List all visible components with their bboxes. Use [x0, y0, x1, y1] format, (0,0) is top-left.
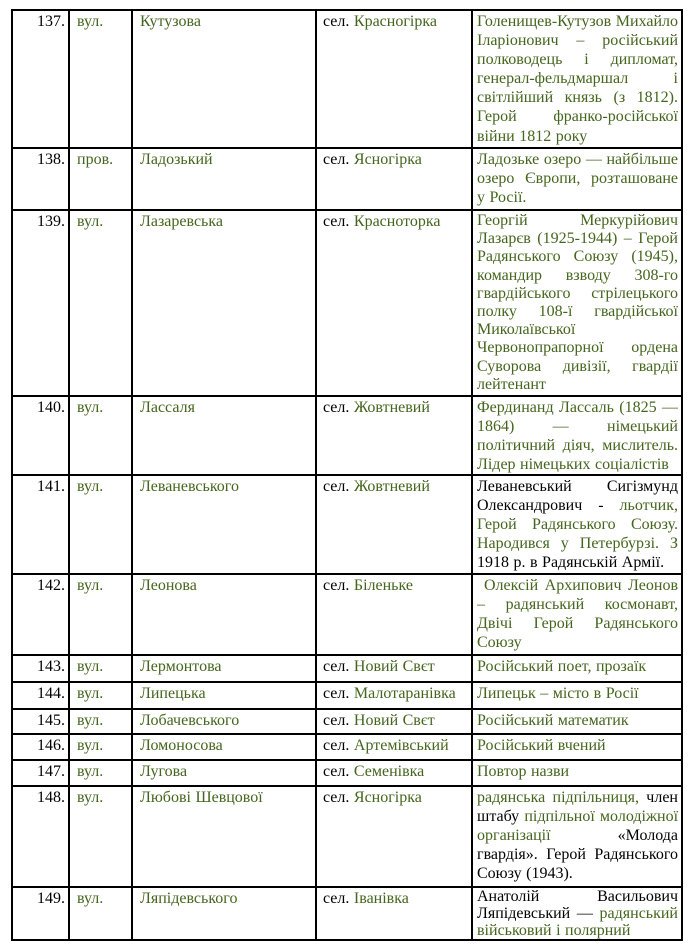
row-number: 148.: [37, 789, 65, 806]
street-type: вул.: [77, 478, 104, 495]
street-type: вул.: [77, 737, 104, 754]
table-row: [12, 734, 682, 760]
description-segment: Фердинанд Лассаль (1825 — 1864) — німецький політичний діяч, мислитель. Лідер німецьких соціалістів: [477, 399, 678, 474]
street-name-cell: [132, 682, 316, 709]
description-cell: [472, 10, 682, 148]
description-segment: радянська підпільниця,: [477, 789, 647, 806]
settlement-prefix: сел.: [323, 712, 350, 729]
street-type-cell: [69, 148, 132, 210]
settlement-name: Жовтневий: [353, 478, 430, 495]
description-cell: [472, 396, 682, 475]
settlement-cell: [316, 760, 472, 786]
description-segment: Російський поет, прозаїк: [477, 658, 647, 675]
description-segment: підпільної молодіжної організації: [477, 808, 678, 845]
table-row: [12, 709, 682, 734]
description-segment: Голенищев-Кутузов Михайло Іларіонович – російський полководець і дипломат, генерал-фельдмаршал і світлійший князь (з 1812). Герой франко-російської війни 1812 року: [477, 13, 678, 145]
settlement-name: Новий Свєт: [353, 712, 435, 729]
row-number-cell: [12, 210, 69, 396]
row-number-cell: [12, 475, 69, 574]
settlement-cell: [316, 786, 472, 887]
streets-table-body: [12, 10, 682, 940]
settlement-name: Красноторка: [353, 213, 441, 230]
description-box: [477, 889, 678, 939]
street-type: вул.: [77, 13, 104, 30]
settlement-prefix: сел.: [323, 213, 350, 230]
street-type: вул.: [77, 685, 104, 702]
settlement-prefix: сел.: [323, 151, 350, 168]
street-type-cell: [69, 786, 132, 887]
settlement-prefix: сел.: [323, 737, 350, 754]
table-row: [12, 655, 682, 682]
row-number-cell: [12, 148, 69, 210]
row-number-cell: [12, 396, 69, 475]
description-cell: [472, 734, 682, 760]
street-type-cell: [69, 655, 132, 682]
street-type-cell: [69, 760, 132, 786]
street-name: Любові Шевцової: [140, 789, 263, 806]
street-name-cell: [132, 10, 316, 148]
street-name: Лассаля: [140, 399, 195, 416]
streets-table: [11, 9, 683, 941]
description-box: [477, 12, 678, 147]
row-number: 139.: [37, 213, 65, 230]
street-type: вул.: [77, 658, 104, 675]
description-segment: Анатолій Васильович Ляпідевський —: [477, 889, 678, 922]
row-number-cell: [12, 655, 69, 682]
table-row: [12, 475, 682, 574]
street-type: вул.: [77, 399, 104, 416]
settlement-prefix: сел.: [323, 763, 350, 780]
settlement-name: Артемівський: [353, 737, 449, 754]
row-number: 143.: [37, 658, 65, 675]
street-name-cell: [132, 396, 316, 475]
table-row: [12, 887, 682, 940]
description-segment: 1918 р. в Радянській Армії.: [477, 554, 665, 572]
description-segment: льотчик, Герой Радянського Союзу. Народився у Петербурзі. З: [477, 497, 678, 553]
description-box: [477, 711, 678, 733]
table-row: [12, 10, 682, 148]
row-number-cell: [12, 709, 69, 734]
street-name: Ломоносова: [140, 737, 223, 754]
description-cell: [472, 475, 682, 574]
description-cell: [472, 574, 682, 655]
street-name: Кутузова: [140, 13, 201, 30]
row-number: 149.: [37, 890, 65, 907]
row-number: 138.: [37, 151, 65, 168]
settlement-prefix: сел.: [323, 658, 350, 675]
settlement-cell: [316, 682, 472, 709]
row-number: 137.: [37, 13, 65, 30]
street-type: вул.: [77, 763, 104, 780]
settlement-name: Жовтневий: [353, 399, 430, 416]
description-cell: [472, 148, 682, 210]
settlement-name: Ясногірка: [353, 151, 422, 168]
settlement-prefix: сел.: [323, 478, 350, 495]
description-segment: Георгій Меркурійович Лазарєв (1925-1944) – Герой Радянського Союзу (1945), командир взводу 308-го гвардійського стрілецького полку 108-ї гвардійської Миколаївської Червонопрапорної ордена Суворова дивізії, гвардії лейтенант: [477, 212, 678, 393]
row-number-cell: [12, 10, 69, 148]
settlement-name: Красногірка: [353, 13, 437, 30]
table-row: [12, 574, 682, 655]
description-cell: [472, 709, 682, 734]
street-name-cell: [132, 655, 316, 682]
settlement-name: Ясногірка: [353, 789, 422, 806]
settlement-cell: [316, 574, 472, 655]
street-type: вул.: [77, 577, 104, 594]
settlement-cell: [316, 396, 472, 475]
description-segment: Повтор назви: [477, 763, 570, 780]
description-segment: «Молода гвардія». Герой Радянського Союзу (1943).: [477, 827, 678, 883]
settlement-name: Біленьке: [353, 577, 413, 594]
table-row: [12, 396, 682, 475]
street-type-cell: [69, 574, 132, 655]
table-row: [12, 786, 682, 887]
settlement-prefix: сел.: [323, 13, 350, 30]
description-cell: [472, 786, 682, 887]
settlement-name: Новий Свєт: [353, 658, 435, 675]
street-name: Лобачевського: [140, 712, 240, 729]
settlement-cell: [316, 655, 472, 682]
street-type-cell: [69, 210, 132, 396]
street-name: Лазаревська: [140, 213, 223, 230]
description-box: [477, 477, 678, 573]
row-number: 140.: [37, 399, 65, 416]
description-segment: радянський військовий і полярний: [477, 904, 678, 939]
street-name: Липецька: [140, 685, 206, 702]
row-number-cell: [12, 682, 69, 709]
description-box: [477, 736, 678, 759]
description-segment: Російський вчений: [477, 737, 606, 754]
description-box: [477, 762, 678, 785]
settlement-cell: [316, 210, 472, 396]
settlement-prefix: сел.: [323, 890, 350, 907]
description-cell: [472, 210, 682, 396]
row-number: 147.: [37, 763, 65, 780]
row-number-cell: [12, 734, 69, 760]
street-type-cell: [69, 734, 132, 760]
street-name: Лугова: [140, 763, 188, 780]
settlement-cell: [316, 887, 472, 940]
street-name-cell: [132, 148, 316, 210]
description-segment: Липецьк – місто в Росії: [477, 685, 639, 702]
table-row: [12, 682, 682, 709]
description-box: [477, 150, 678, 209]
description-cell: [472, 887, 682, 940]
street-type-cell: [69, 10, 132, 148]
street-type-cell: [69, 475, 132, 574]
settlement-cell: [316, 734, 472, 760]
street-type: вул.: [77, 213, 104, 230]
row-number-cell: [12, 760, 69, 786]
street-type: вул.: [77, 789, 104, 806]
row-number: 145.: [37, 712, 65, 729]
settlement-cell: [316, 148, 472, 210]
settlement-name: Іванівка: [353, 890, 409, 907]
settlement-cell: [316, 475, 472, 574]
row-number-cell: [12, 887, 69, 940]
settlement-prefix: сел.: [323, 685, 350, 702]
description-segment: Олексій Архипович Леонов – радянський космонавт, Двічі Герой Радянського Союзу: [477, 577, 678, 652]
street-name-cell: [132, 734, 316, 760]
row-number-cell: [12, 574, 69, 655]
street-name-cell: [132, 760, 316, 786]
row-number: 144.: [37, 685, 65, 702]
row-number: 146.: [37, 737, 65, 754]
description-box: [477, 212, 678, 395]
description-cell: [472, 655, 682, 682]
street-name-cell: [132, 887, 316, 940]
row-number: 141.: [37, 478, 65, 495]
row-number-cell: [12, 786, 69, 887]
description-box: [477, 657, 678, 681]
table-row: [12, 210, 682, 396]
street-type-cell: [69, 682, 132, 709]
description-box: [477, 576, 678, 654]
settlement-name: Семенівка: [353, 763, 425, 780]
table-row: [12, 760, 682, 786]
description-cell: [472, 682, 682, 709]
street-type: пров.: [77, 151, 114, 168]
description-segment: Леваневський Сигізмунд Олександрович -: [477, 478, 678, 515]
description-segment: Російський математик: [477, 712, 629, 729]
street-type: вул.: [77, 712, 104, 729]
description-box: [477, 684, 678, 708]
street-type-cell: [69, 887, 132, 940]
settlement-cell: [316, 10, 472, 148]
row-number: 142.: [37, 577, 65, 594]
settlement-prefix: сел.: [323, 399, 350, 416]
settlement-cell: [316, 709, 472, 734]
street-type: вул.: [77, 890, 104, 907]
street-name-cell: [132, 709, 316, 734]
table-row: [12, 148, 682, 210]
description-box: [477, 398, 678, 474]
street-name-cell: [132, 210, 316, 396]
street-type-cell: [69, 396, 132, 475]
description-box: [477, 788, 678, 886]
street-name-cell: [132, 475, 316, 574]
description-cell: [472, 760, 682, 786]
street-name: Ладозький: [140, 151, 213, 168]
street-name: Леваневського: [140, 478, 239, 495]
description-segment: член штабу: [477, 789, 678, 826]
settlement-prefix: сел.: [323, 789, 350, 806]
description-segment: Ладозьке озеро — найбільше озеро Європи, розташоване у Росії.: [477, 151, 678, 207]
street-name-cell: [132, 574, 316, 655]
street-name: Ляпідевського: [140, 890, 238, 907]
street-name: Лермонтова: [140, 658, 222, 675]
street-name-cell: [132, 786, 316, 887]
street-name: Леонова: [140, 577, 197, 594]
settlement-name: Малотаранівка: [353, 685, 456, 702]
street-type-cell: [69, 709, 132, 734]
settlement-prefix: сел.: [323, 577, 350, 594]
